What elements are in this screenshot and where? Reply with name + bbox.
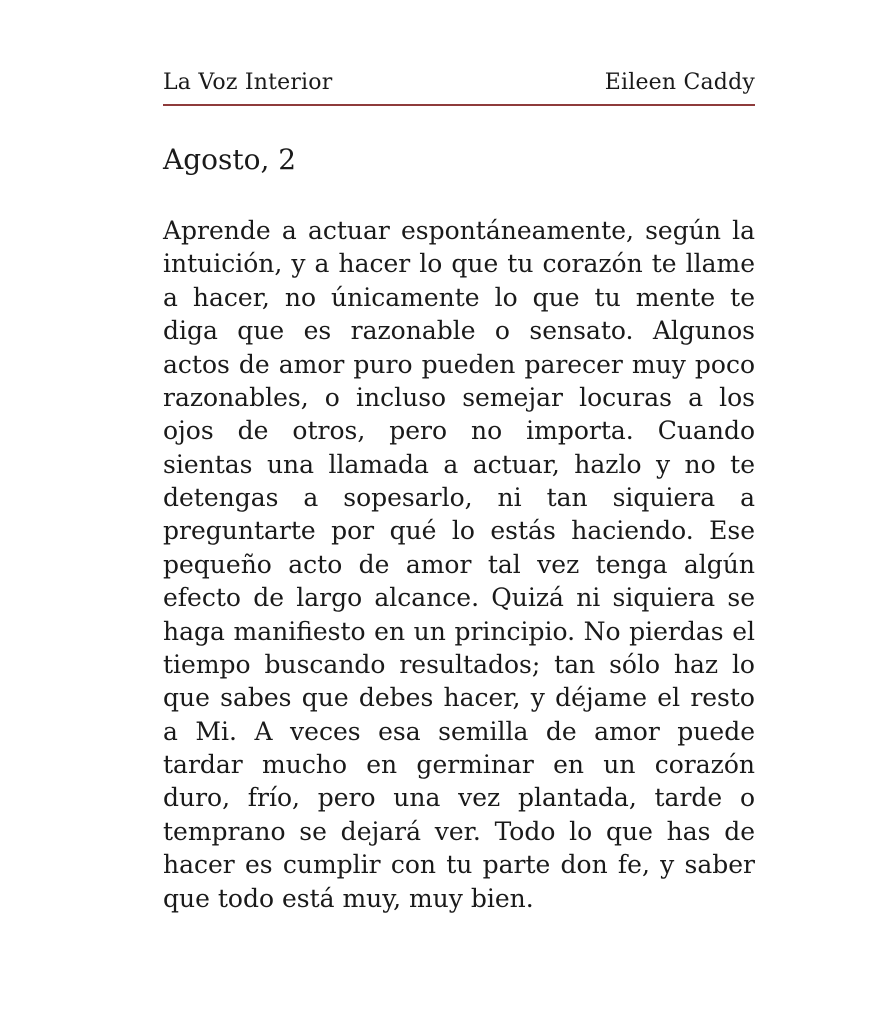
date-heading: Agosto, 2 xyxy=(163,143,297,176)
book-title: La Voz Interior xyxy=(163,70,333,95)
author-name: Eileen Caddy xyxy=(604,70,755,95)
page-header xyxy=(163,70,755,106)
body-paragraph: Aprende a actuar espontáneamente, según la intuición, y a hacer lo que tu corazón te llame a hacer, no únicamente lo que tu mente te diga que es razonable o sensato. Algunos actos de amor puro pueden parecer muy poco razonables, o incluso semejar locuras a los ojos de otros, pero no importa. Cuando sientas una llamada a actuar, hazlo y no te detengas a sopesarlo, ni tan siquiera a preguntarte por qué lo estás haciendo. Ese pequeño acto de amor tal vez tenga algún efecto de largo alcance. Quizá ni siquiera se haga manifiesto en un principio. No pierdas el tiempo buscando resultados; tan sólo haz lo que sabes que debes hacer, y déjame el resto a Mi. A veces esa semilla de amor puede tardar mucho en germinar en un corazón duro, frío, pero una vez plantada, tarde o temprano se dejará ver. Todo lo que has de hacer es cumplir con tu parte don fe, y saber que todo está muy, muy bien. xyxy=(163,216,755,913)
